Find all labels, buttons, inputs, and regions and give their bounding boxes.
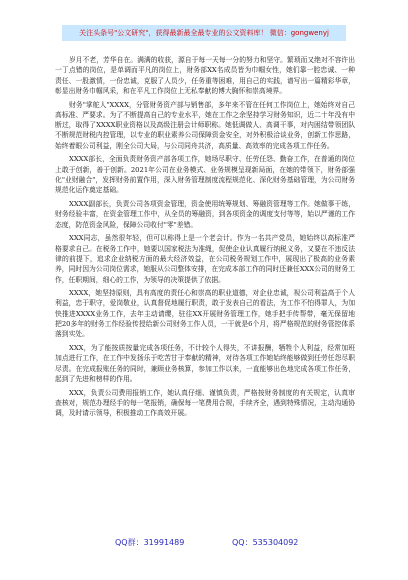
header-banner: 关注头条号"公文研究"，获得最新最全最专业的公文资料库！ 微信：gongwenyj [62,25,346,41]
paragraph: 岁月不老，芳华自在。满满的收获，源自于每一天每一分的努力和坚守。繁琐而又绝对不容许出一丁点错的岗位，是单调而平凡的岗位上，财务部XX名成员皆为巾帼女性，她们靠一腔忠诚、一种责任、一股激情，一份忠诚，克服了人员少，任务重等困难，用自己的实践，谱写出一篇精彩华章，彰显出财务巾帼风采，和在平凡工作岗位上无私奉献的博大胸怀和崇高境界。 [55,56,355,95]
paragraph: XXX，负责公司费用报销工作，她认真仔细、谨慎负责，严格按财务制度的有关规定，认真审查核对，规范办理经手的每一笔报销，确保每一笔费用合规，手续齐全，遇到特殊情况，主动沟通协调，及时请示领导，积极推动工作高效开展。 [55,388,355,418]
document-body [55,55,355,422]
qq-number: QQ：535304092 [232,538,299,547]
paragraph: XXX同志，虽然很年轻，但可以称得上是一个老会计。作为一名共产党员，她始终以高标准严格要求自己。在税务工作中，她要以国家税法为准绳，促使企业认真履行纳税义务，又要在不违反法律的前提下，追求企业纳税方面的最大经济效益，在公司税务规划工作中，展现出了极高的业务素养，同时因为公司岗位需求，她服从公司整体安排，在完成本部工作的同时还兼任XXX公司的财务工作，任职期间，细心的工作，为领导的决策提供了依据。 [55,234,355,284]
paragraph: XXXX部长，全面负责财务资产部各项工作，她场尽职守、任劳任怨、勤奋工作，在普通的岗位上敢于创新，善于创新。2021年公司在业务模式、业务规模呈现新局面，在她的带领下，财务部强化"业财融合"，发挥财务前置作用，深入财务管理制度流程规范化、深化财务基础管理，为公司财务规范化运作奠定基础。 [55,155,355,195]
paragraph: XXX，为了能按质按量完成各项任务，不计较个人得失，不讲报酬，牺牲个人利益，经常加班加点进行工作，在工作中发扬乐于吃苦甘于奉献的精神，对待各项工作她始终能够做到任劳任怨尽职尽责。在完成报账任务的同时，兼顾业务核算，参加工作以来，一直能够出色地完成各项工作任务，起到了先进和榜样的作用。 [55,344,355,383]
paragraph: XXXX，她坚持原则，具有高度的责任心和崇高的职业道德，对企业忠诚，视公司利益高于个人利益，忠于职守，爱岗敬业，认真督促地履行职责，敢于发表自己的看法，为工作不怕得罪人，为加快推进XXXX业务工作，去年主动请缨，驻往XX开展财务管理工作，她手把手传帮带，毫无保留地把20多年的财务工作经验传授给新公司财务工作人员，一干就是6个月，将严格规范的财务管控体系落到实处。 [55,289,355,339]
paragraph: XXXX副部长，负责公司各项资金管理，资金使用统筹规划、筹融资管理等工作。她做事干练，财务经验丰富，在资金管理工作中，从全员的筹融资，到各项资金的调度支付等等，始以严谨的工作态度，防范资金风险，保障公司收付"零"差错。 [55,200,355,229]
paragraph: 财务"掌舵人"XXXX，分管财务资产部与销售部，多年来不管在任何工作岗位上，她始终对自己高标准、严要求。为了不断提高自己的专业水平，她在工作之余坚持学习财务知识，近二十年没有中断过，取得了XXXX职业资格以及高级注册会计师职称。她低调做人、高调干事，对内困结带领团队不断规范财税内控管理，以专业的职业素养公司保障资金安全，对外积极洽谈业务，创新工作思路，始终着眼公司利益，刚全公司大局，与公司同舟共济，高质量、高效率的完成各项工作任务。 [55,100,355,150]
qq-group-number: QQ群：31991489 [115,538,185,547]
footer [0,537,408,551]
